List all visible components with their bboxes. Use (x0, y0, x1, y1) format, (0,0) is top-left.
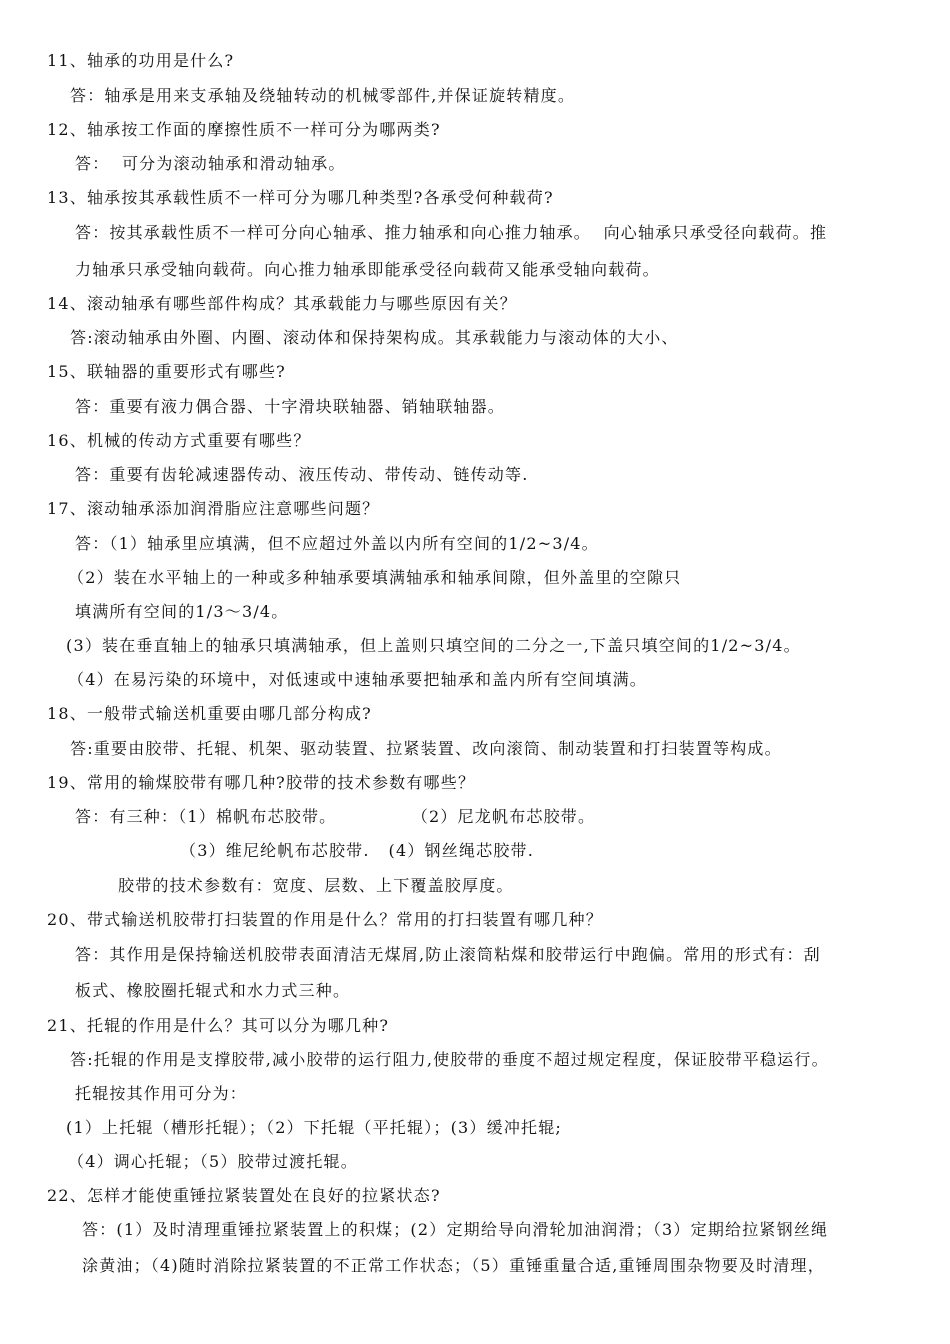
answer-19-line-1: 答：有三种：（1）棉帆布芯胶带。 （2）尼龙帆布芯胶带。 (75, 807, 596, 826)
answer-21-line-4: （4）调心托辊；（5）胶带过渡托辊。 (68, 1152, 358, 1171)
question-11: 11、轴承的功用是什么? (47, 51, 235, 70)
question-13: 13、轴承按其承载性质不一样可分为哪几种类型?各承受何种载荷? (47, 188, 554, 207)
question-15: 15、联轴器的重要形式有哪些? (47, 362, 286, 381)
answer-15: 答：重要有液力偶合器、十字滑块联轴器、销轴联轴器。 (75, 397, 506, 416)
answer-17-item-4: （4）在易污染的环境中，对低速或中速轴承要把轴承和盖内所有空间填满。 (68, 670, 647, 689)
answer-17-item-2-cont: 填满所有空间的1/3～3/4。 (75, 602, 289, 621)
question-14: 14、滚动轴承有哪些部件构成？其承载能力与哪些原因有关？ (47, 294, 517, 313)
answer-19-line-2: （3）维尼纶帆布芯胶带. (4）钢丝绳芯胶带. (180, 841, 535, 860)
question-17: 17、滚动轴承添加润滑脂应注意哪些问题？ (47, 499, 380, 518)
answer-20-line-2: 板式、橡胶圈托辊式和水力式三种。 (75, 981, 351, 1000)
answer-21-line-1: 答:托辊的作用是支撑胶带,减小胶带的运行阻力,使胶带的垂度不超过规定程度，保证胶带平稳运行。 (70, 1050, 829, 1069)
answer-14: 答:滚动轴承由外圈、内圈、滚动体和保持架构成。其承载能力与滚动体的大小、 (70, 328, 679, 347)
question-22: 22、怎样才能使重锤拉紧装置处在良好的拉紧状态? (47, 1186, 441, 1205)
answer-22-line-1: 答：(1）及时清理重锤拉紧装置上的积煤；(2）定期给导向滑轮加油润滑；（3）定期给拉紧钢丝绳 (82, 1220, 829, 1239)
question-19: 19、常用的输煤胶带有哪几种?胶带的技术参数有哪些？ (47, 773, 476, 792)
answer-21-line-2: 托辊按其作用可分为： (75, 1084, 248, 1103)
question-12: 12、轴承按工作面的摩擦性质不一样可分为哪两类? (47, 120, 441, 139)
answer-13-line-1: 答：按其承载性质不一样可分向心轴承、推力轴承和向心推力轴承。 向心轴承只承受径向载荷。推 (75, 223, 828, 242)
question-21: 21、托辊的作用是什么？其可以分为哪几种? (47, 1016, 390, 1035)
answer-16: 答：重要有齿轮减速器传动、液压传动、带传动、链传动等. (75, 465, 529, 484)
answer-13-line-2: 力轴承只承受轴向载荷。向心推力轴承即能承受径向载荷又能承受轴向载荷。 (75, 260, 660, 279)
question-18: 18、一般带式输送机重要由哪几部分构成? (47, 704, 372, 723)
question-20: 20、带式输送机胶带打扫装置的作用是什么？常用的打扫装置有哪几种？ (47, 910, 603, 929)
answer-20-line-1: 答：其作用是保持输送机胶带表面清洁无煤屑,防止滚筒粘煤和胶带运行中跑偏。常用的形式有：刮 (75, 945, 821, 964)
answer-12: 答： 可分为滚动轴承和滑动轴承。 (75, 154, 346, 173)
answer-18: 答:重要由胶带、托辊、机架、驱动装置、拉紧装置、改向滚筒、制动装置和打扫装置等构成。 (70, 739, 782, 758)
answer-11: 答：轴承是用来支承轴及绕轴转动的机械零部件,并保证旋转精度。 (70, 86, 576, 105)
answer-22-line-2: 涂黄油；（4)随时消除拉紧装置的不正常工作状态；（5）重锤重量合适,重锤周围杂物要及时清理， (82, 1256, 825, 1275)
answer-17-item-1: 答：（1）轴承里应填满，但不应超过外盖以内所有空间的1/2~3/4。 (75, 534, 599, 553)
answer-21-line-3: (1）上托辊（槽形托辊）；（2）下托辊（平托辊）；(3）缓冲托辊; (66, 1118, 563, 1137)
answer-17-item-2: （2）装在水平轴上的一种或多种轴承要填满轴承和轴承间隙，但外盖里的空隙只 (68, 568, 682, 587)
answer-17-item-3: (3）装在垂直轴上的轴承只填满轴承，但上盖则只填空间的二分之一,下盖只填空间的1/2~3/4。 (66, 636, 801, 655)
question-16: 16、机械的传动方式重要有哪些？ (47, 431, 311, 450)
answer-19-line-3: 胶带的技术参数有：宽度、层数、上下覆盖胶厚度。 (118, 876, 514, 895)
